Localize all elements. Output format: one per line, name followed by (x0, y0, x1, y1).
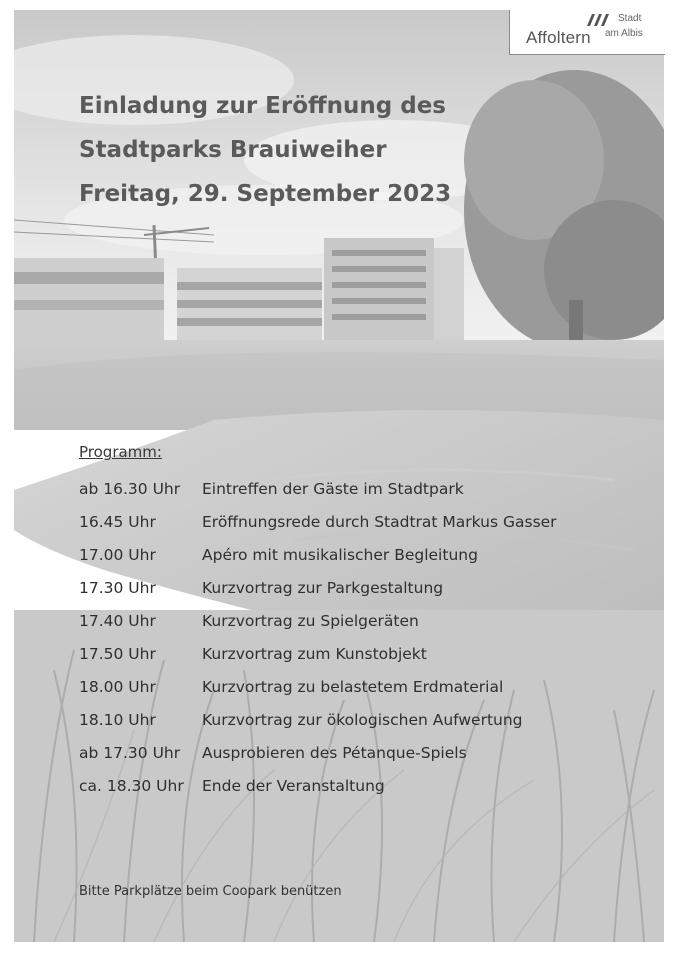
program-description: Ende der Veranstaltung (202, 777, 385, 795)
title-line-2: Stadtparks Brauiweiher (79, 137, 387, 163)
parking-note: Bitte Parkplätze beim Coopark benützen (79, 884, 342, 899)
program-description: Eintreffen der Gäste im Stadtpark (202, 480, 464, 498)
program-description: Eröffnungsrede durch Stadtrat Markus Gasser (202, 513, 557, 531)
logo-stadt-text: Stadt (618, 13, 642, 24)
title-line-1: Einladung zur Eröffnung des (79, 93, 447, 119)
invitation-title (79, 84, 451, 216)
program-time: ab 17.30 Uhr (79, 744, 181, 762)
program-description: Kurzvortrag zum Kunstobjekt (202, 645, 427, 663)
logo-mark-icon (585, 14, 617, 26)
program-time: ca. 18.30 Uhr (79, 777, 184, 795)
program-description: Ausprobieren des Pétanque-Spiels (202, 744, 467, 762)
program-description: Apéro mit musikalischer Begleitung (202, 546, 478, 564)
program-time: 17.50 Uhr (79, 645, 156, 663)
logo-city-name: Affoltern (526, 28, 591, 47)
program-time: 18.10 Uhr (79, 711, 156, 729)
program-time: ab 16.30 Uhr (79, 480, 181, 498)
program-description: Kurzvortrag zu belastetem Erdmaterial (202, 678, 504, 696)
logo-sub-text: am Albis (605, 28, 643, 39)
program-description: Kurzvortrag zu Spielgeräten (202, 612, 419, 630)
program-description: Kurzvortrag zur Parkgestaltung (202, 579, 444, 597)
program-time: 16.45 Uhr (79, 513, 156, 531)
city-logo (509, 10, 665, 55)
program-time: 17.40 Uhr (79, 612, 156, 630)
program-time: 17.30 Uhr (79, 579, 156, 597)
program-description: Kurzvortrag zur ökologischen Aufwertung (202, 711, 523, 729)
program-time: 18.00 Uhr (79, 678, 156, 696)
program-time: 17.00 Uhr (79, 546, 156, 564)
title-line-3: Freitag, 29. September 2023 (79, 181, 452, 207)
program-heading: Programm: (79, 443, 162, 461)
